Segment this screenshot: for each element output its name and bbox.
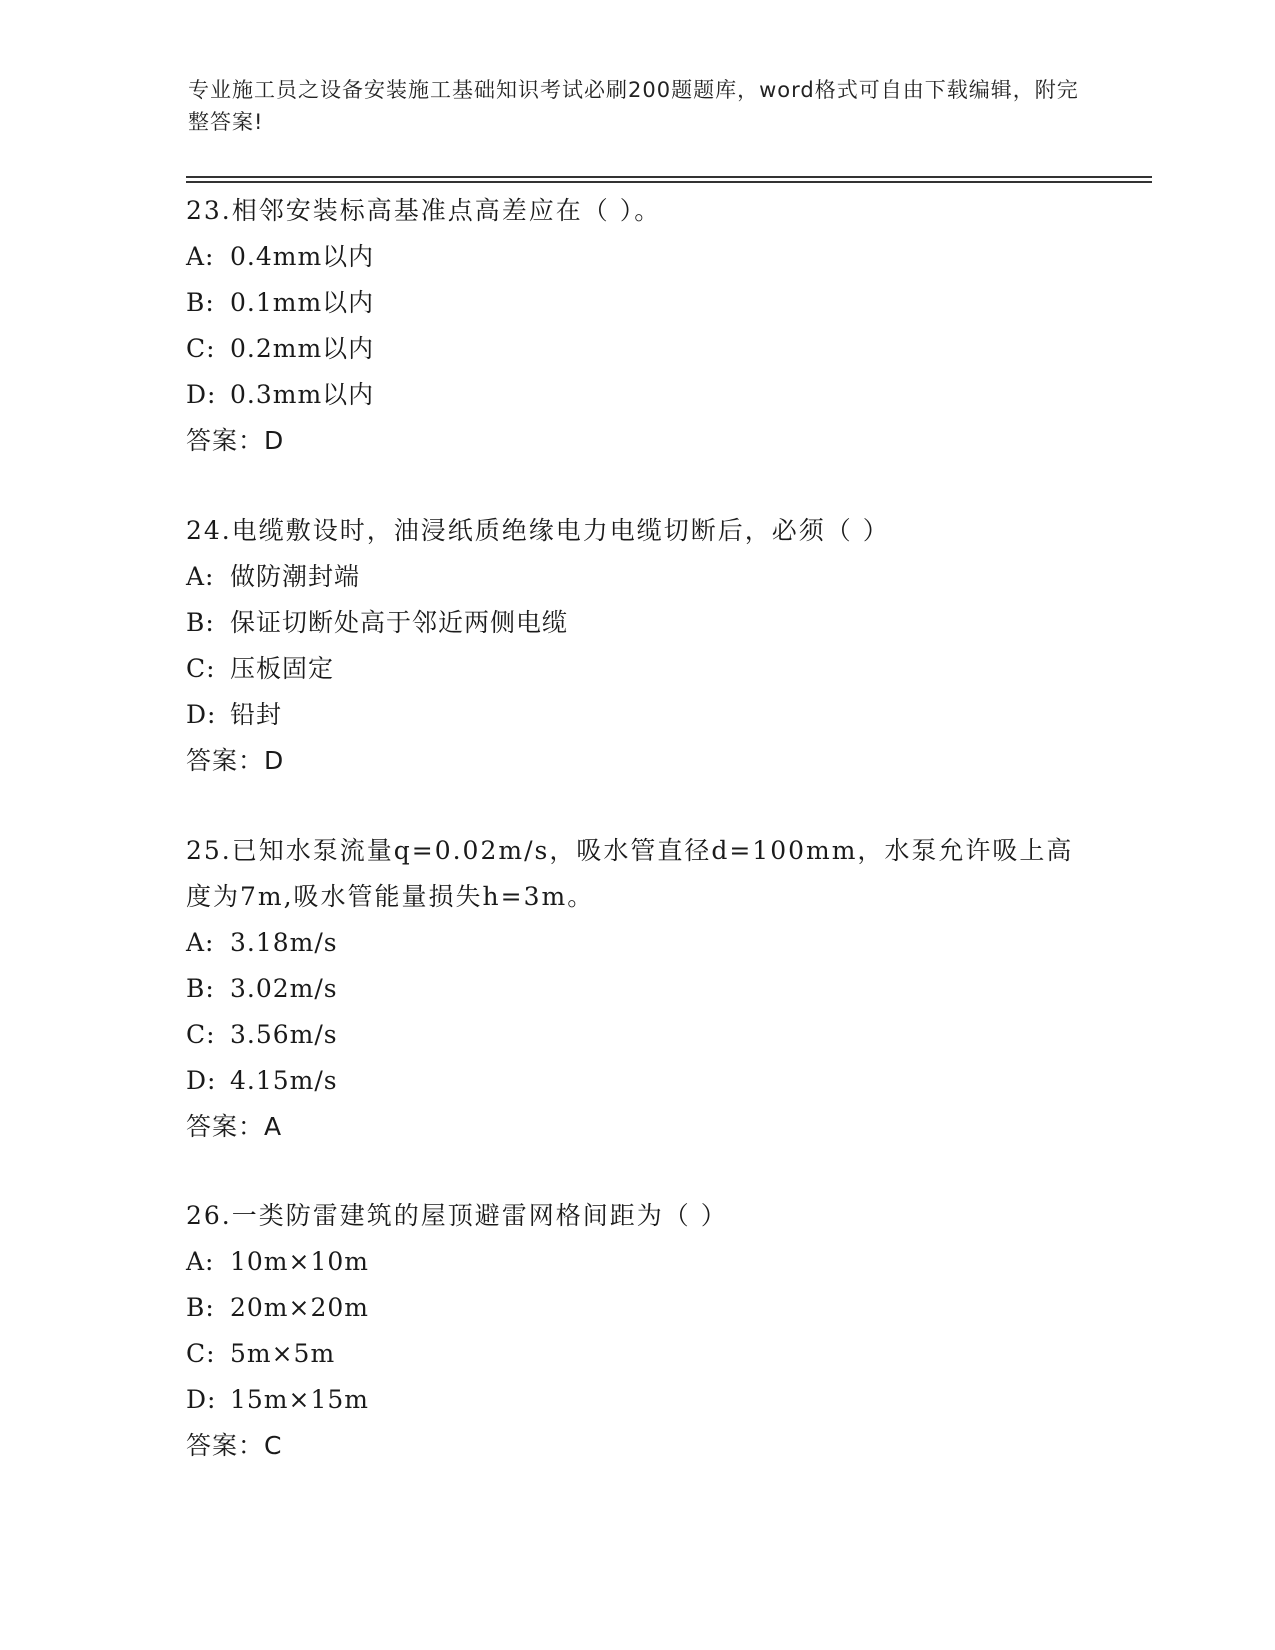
option-c <box>186 646 1086 692</box>
option-b <box>186 600 1086 646</box>
option-text: 0.2mm以内 <box>230 334 375 363</box>
option-c <box>186 1012 1086 1058</box>
question-stem: 25.已知水泵流量q=0.02m/s，吸水管直径d=100mm，水泵允许吸上高度为7m,吸水管能量损失h=3m。 <box>186 836 1074 911</box>
question-stem: 24.电缆敷设时，油浸纸质绝缘电力电缆切断后，必须（ ） <box>186 516 890 545</box>
option-text: 15m×15m <box>230 1385 369 1414</box>
option-letter: A: <box>186 1247 215 1276</box>
option-c <box>186 1331 1086 1377</box>
option-text: 保证切断处高于邻近两侧电缆 <box>230 608 569 637</box>
answer-line: 答案：A <box>186 1112 283 1141</box>
option-d <box>186 372 1086 418</box>
question-25 <box>186 828 1086 1150</box>
option-text: 4.15m/s <box>230 1066 338 1095</box>
option-letter: A: <box>186 242 215 271</box>
option-letter: D: <box>186 700 217 729</box>
option-text: 0.3mm以内 <box>230 380 375 409</box>
option-letter: C: <box>186 1339 216 1368</box>
option-letter: C: <box>186 654 216 683</box>
option-letter: B: <box>186 974 215 1003</box>
option-b <box>186 966 1086 1012</box>
option-text: 铅封 <box>230 700 283 729</box>
option-a <box>186 234 1086 280</box>
option-c <box>186 326 1086 372</box>
option-letter: D: <box>186 1385 217 1414</box>
header-divider-bottom <box>186 181 1152 183</box>
option-letter: D: <box>186 1066 217 1095</box>
header-divider-top <box>186 176 1152 178</box>
answer-line: 答案：D <box>186 746 285 775</box>
option-text: 3.18m/s <box>230 928 338 957</box>
option-text: 20m×20m <box>230 1293 369 1322</box>
option-b <box>186 280 1086 326</box>
option-text: 0.4mm以内 <box>230 242 375 271</box>
page-header-title: 专业施工员之设备安装施工基础知识考试必刷200题题库，word格式可自由下载编辑，附完整答案! <box>188 78 1079 134</box>
option-letter: A: <box>186 562 215 591</box>
option-text: 3.02m/s <box>230 974 338 1003</box>
question-24 <box>186 508 1086 784</box>
option-letter: B: <box>186 288 215 317</box>
option-d <box>186 1058 1086 1104</box>
option-text: 做防潮封端 <box>230 562 361 591</box>
answer-line: 答案：C <box>186 1431 283 1460</box>
option-text: 5m×5m <box>230 1339 336 1368</box>
question-23 <box>186 188 1086 464</box>
option-d <box>186 1377 1086 1423</box>
question-26 <box>186 1193 1086 1469</box>
option-letter: B: <box>186 608 215 637</box>
option-a <box>186 920 1086 966</box>
option-text: 10m×10m <box>230 1247 369 1276</box>
option-letter: C: <box>186 1020 216 1049</box>
option-letter: A: <box>186 928 215 957</box>
option-text: 0.1mm以内 <box>230 288 375 317</box>
option-b <box>186 1285 1086 1331</box>
question-stem: 26.一类防雷建筑的屋顶避雷网格间距为（ ） <box>186 1201 728 1230</box>
option-text: 压板固定 <box>230 654 335 683</box>
answer-line: 答案：D <box>186 426 285 455</box>
option-a <box>186 554 1086 600</box>
question-stem: 23.相邻安装标高基准点高差应在（ ）。 <box>186 196 662 225</box>
option-letter: C: <box>186 334 216 363</box>
option-a <box>186 1239 1086 1285</box>
option-d <box>186 692 1086 738</box>
option-text: 3.56m/s <box>230 1020 338 1049</box>
option-letter: B: <box>186 1293 215 1322</box>
option-letter: D: <box>186 380 217 409</box>
